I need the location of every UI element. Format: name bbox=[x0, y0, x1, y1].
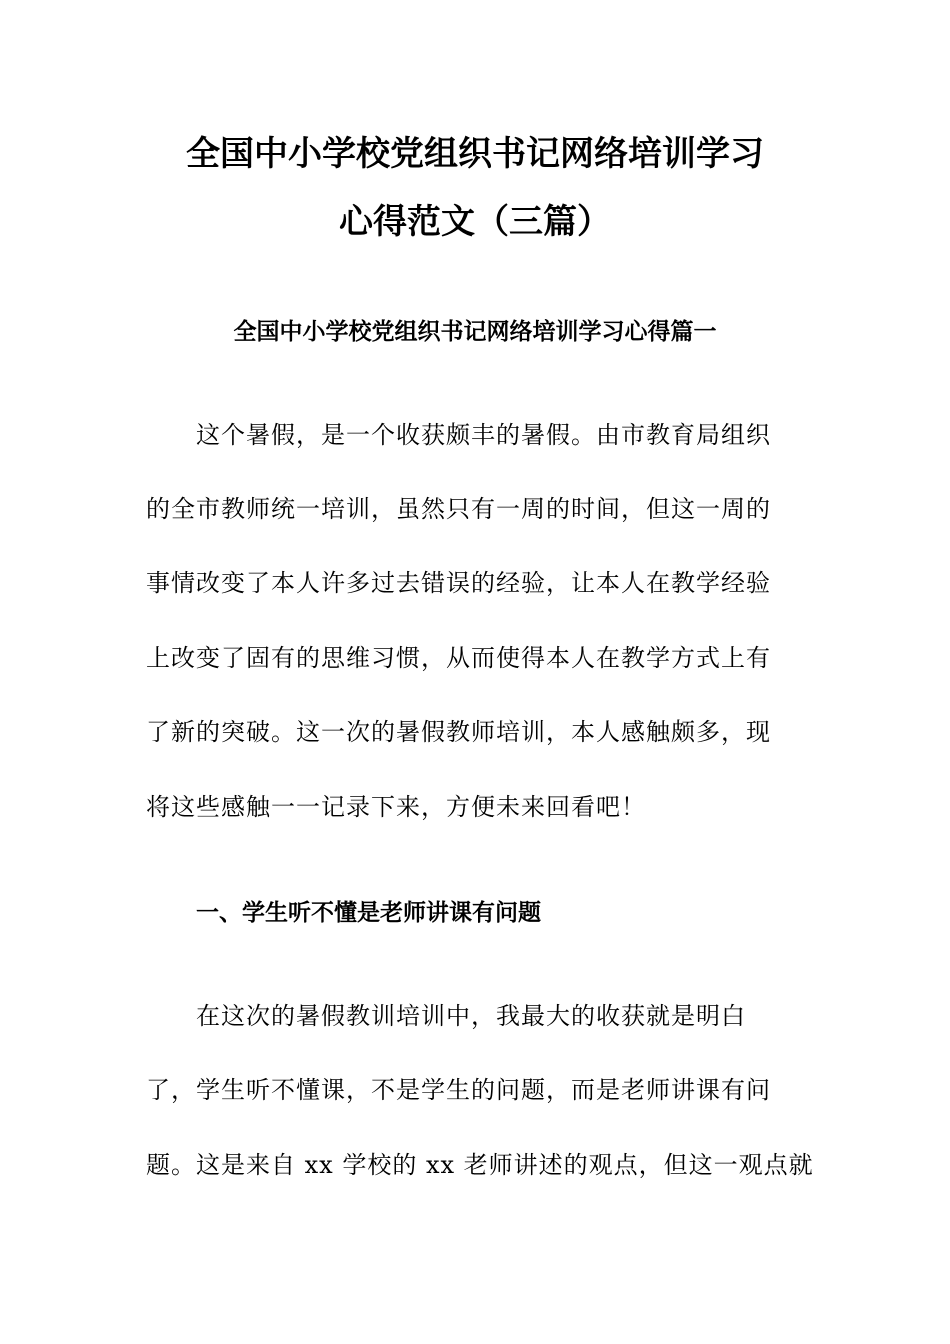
paragraph-1-line: 了新的突破。这一次的暑假教师培训，本人感触颇多，现 bbox=[146, 718, 771, 746]
paragraph-1-line: 这个暑假，是一个收获颇丰的暑假。由市教育局组织 bbox=[196, 421, 771, 449]
document-title-line-2: 心得范文（三篇） bbox=[339, 202, 611, 242]
paragraph-1-line: 事情改变了本人许多过去错误的经验，让本人在教学经验 bbox=[146, 569, 771, 597]
article-title: 全国中小学校党组织书记网络培训学习心得篇一 bbox=[233, 319, 717, 345]
paragraph-2-line: 在这次的暑假教训培训中，我最大的收获就是明白 bbox=[196, 1002, 746, 1030]
paragraph-2-line: 了，学生听不懂课，不是学生的问题，而是老师讲课有问 bbox=[146, 1076, 771, 1104]
document-title-line-1: 全国中小学校党组织书记网络培训学习 bbox=[186, 134, 764, 174]
paragraph-1-line: 将这些感触一一记录下来，方便未来回看吧！ bbox=[146, 793, 646, 821]
section-heading: 一、学生听不懂是老师讲课有问题 bbox=[196, 900, 541, 926]
paragraph-1-line: 上改变了固有的思维习惯，从而使得本人在教学方式上有 bbox=[146, 644, 771, 672]
paragraph-1-line: 的全市教师统一培训，虽然只有一周的时间，但这一周的 bbox=[146, 495, 771, 523]
paragraph-2-line: 题。这是来自 xx 学校的 xx 老师讲述的观点，但这一观点就 bbox=[146, 1151, 814, 1179]
